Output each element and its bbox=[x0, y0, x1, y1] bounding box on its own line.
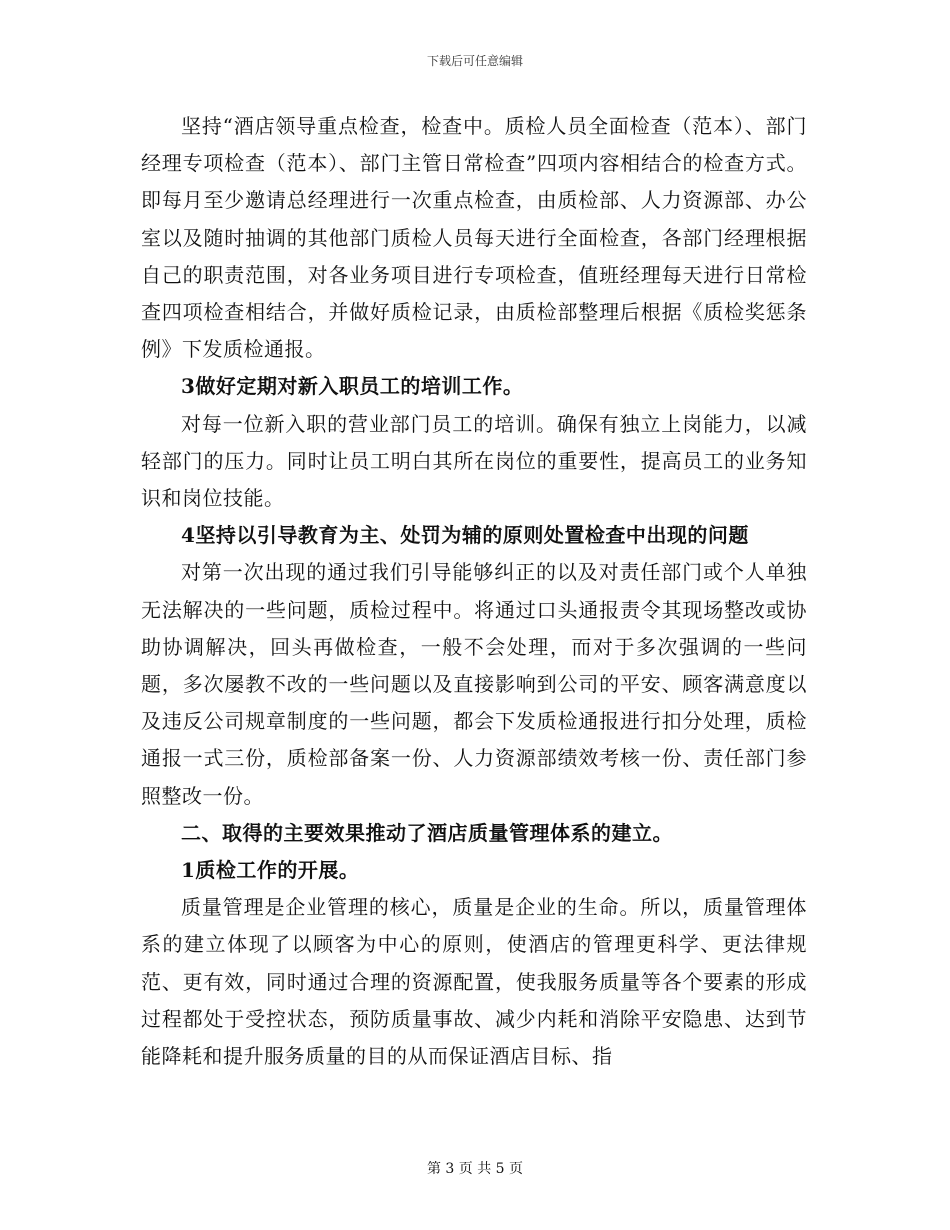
document-body bbox=[141, 108, 807, 1075]
paragraph-guidance-principle: 对第一次出现的通过我们引导能够纠正的以及对责任部门或个人单独无法解决的一些问题，质检过程中。将通过口头通报责令其现场整改或协助协调解决，回头再做检查，一般不会处理，而对于多次强调的一些问题，多次屡教不改的一些问题以及直接影响到公司的平安、顾客满意度以及违反公司规章制度的一些问题，都会下发质检通报进行扣分处理，质检通报一式三份，质检部备案一份、人力资源部绩效考核一份、责任部门参照整改一份。 bbox=[141, 560, 807, 808]
paragraph-inspection-method: 坚持“酒店领导重点检查，检查中。质检人员全面检查（范本）、部门经理专项检查（范本）、部门主管日常检查”四项内容相结合的检查方式。即每月至少邀请总经理进行一次重点检查，由质检部、人力资源部、办公室以及随时抽调的其他部门质检人员每天进行全面检查，各部门经理根据自己的职责范围，对各业务项目进行专项检查，值班经理每天进行日常检查四项检查相结合，并做好质检记录，由质检部整理后根据《质检奖惩条例》下发质检通报。 bbox=[141, 114, 807, 362]
heading-guidance-principle: 4坚持以引导教育为主、处罚为辅的原则处置检查中出现的问题 bbox=[181, 523, 749, 548]
heading-main-results: 二、取得的主要效果推动了酒店质量管理体系的建立。 bbox=[181, 820, 673, 845]
heading-quality-inspection-work: 1质检工作的开展。 bbox=[181, 858, 360, 883]
paragraph-new-staff-training: 对每一位新入职的营业部门员工的培训。确保有独立上岗能力，以减轻部门的压力。同时让员工明白其所在岗位的重要性，提高员工的业务知识和岗位技能。 bbox=[141, 411, 807, 511]
page-header: 下载后可任意编辑 bbox=[426, 54, 523, 68]
paragraph-quality-management: 质量管理是企业管理的核心，质量是企业的生命。所以，质量管理体系的建立体现了以顾客为中心的原则，使酒店的管理更科学、更法律规范、更有效，同时通过合理的资源配置，使我服务质量等各个要素的形成过程都处于受控状态，预防质量事故、减少内耗和消除平安隐患、达到节能降耗和提升服务质量的目的从而保证酒店目标、指 bbox=[141, 895, 807, 1069]
page-footer: 第 3 页 共 5 页 bbox=[426, 1161, 524, 1177]
heading-new-staff-training: 3做好定期对新入职员工的培训工作。 bbox=[181, 374, 524, 399]
